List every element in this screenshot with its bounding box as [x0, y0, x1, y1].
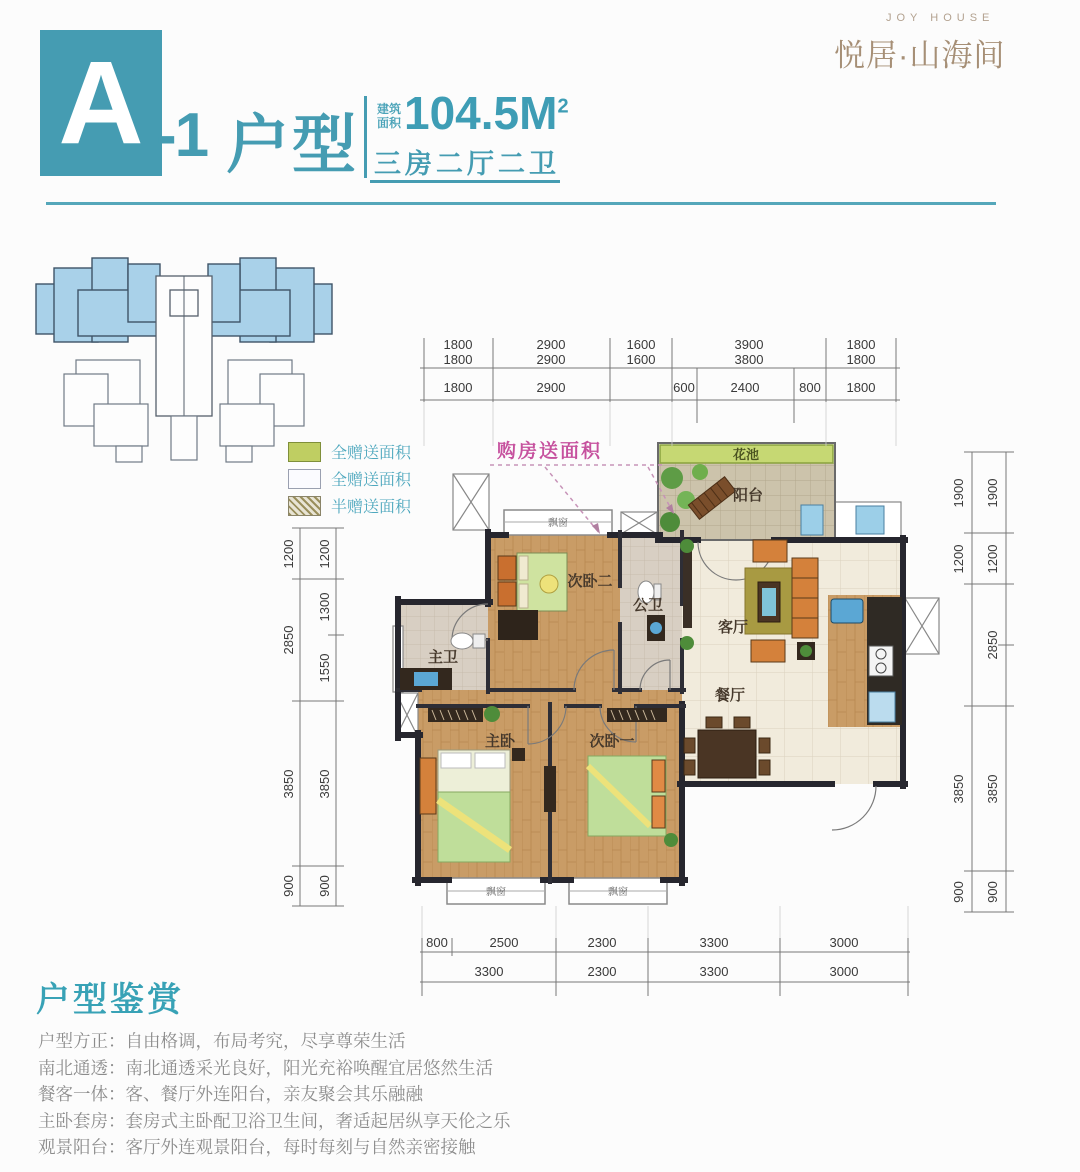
svg-text:2300: 2300 — [587, 935, 617, 950]
svg-text:2850: 2850 — [281, 625, 296, 655]
svg-text:3850: 3850 — [985, 774, 1000, 804]
feature-line: 主卧套房：套房式主卧配卫浴卫生间，奢适起居纵享天伦之乐 — [38, 1110, 511, 1131]
header-rule — [46, 202, 996, 205]
feature-line: 餐客一体：客、餐厅外连阳台，亲友聚会其乐融融 — [38, 1084, 423, 1104]
svg-text:3850: 3850 — [317, 769, 332, 799]
svg-text:2500: 2500 — [489, 935, 519, 950]
svg-text:1200: 1200 — [317, 539, 332, 569]
svg-text:3300: 3300 — [474, 964, 504, 979]
dim-lines-left — [292, 528, 344, 906]
svg-text:800: 800 — [799, 380, 821, 395]
room-label-flower-bed: 花池 — [732, 447, 760, 462]
features-title: 户型鉴赏 — [36, 981, 184, 1019]
svg-text:1800: 1800 — [443, 352, 473, 367]
svg-text:900: 900 — [985, 881, 1000, 903]
unit-suffix: -1 — [156, 101, 208, 170]
area-prefix-line2: 面积 — [377, 116, 402, 130]
header-divider — [364, 96, 367, 178]
area-prefix-line1: 建筑 — [377, 102, 402, 116]
room-label-master-bedroom: 主卧 — [484, 733, 516, 750]
svg-text:800: 800 — [426, 935, 448, 950]
svg-text:1200: 1200 — [281, 539, 296, 569]
legend-label: 全赠送面积 — [331, 445, 412, 462]
svg-text:1600: 1600 — [626, 337, 656, 352]
svg-text:1800: 1800 — [443, 337, 473, 352]
svg-text:1800: 1800 — [846, 352, 876, 367]
logo-cn: 悦居·山海间 — [834, 38, 1006, 73]
dim-lines-right — [964, 452, 1014, 912]
room-label-balcony: 阳台 — [732, 487, 764, 504]
bonus-area-callout: 购房送面积 — [497, 441, 603, 462]
svg-text:3900: 3900 — [734, 337, 764, 352]
logo-en: JOY HOUSE — [886, 12, 995, 24]
room-label-living: 客厅 — [717, 619, 749, 636]
bay-window-label: 飘窗 — [486, 887, 506, 898]
room-label-bedroom2: 次卧二 — [567, 573, 613, 590]
svg-text:1550: 1550 — [317, 653, 332, 683]
svg-text:2400: 2400 — [730, 380, 760, 395]
svg-text:1300: 1300 — [317, 592, 332, 622]
dim-numbers-top — [444, 337, 876, 395]
unit-letter-badge: A — [40, 30, 162, 176]
svg-text:1800: 1800 — [443, 380, 473, 395]
svg-text:1200: 1200 — [951, 544, 966, 574]
layout-underline — [370, 180, 560, 183]
washer-icon — [856, 506, 884, 534]
svg-text:3850: 3850 — [281, 769, 296, 799]
svg-text:3850: 3850 — [951, 774, 966, 804]
feature-line: 南北通透：南北通透采光良好，阳光充裕唤醒宜居悠然生活 — [38, 1057, 493, 1078]
features-list — [38, 1028, 511, 1161]
svg-text:1900: 1900 — [951, 478, 966, 508]
unit-type-label: 户型 — [226, 109, 358, 181]
room-label-dining: 餐厅 — [714, 687, 746, 704]
svg-text:1900: 1900 — [985, 478, 1000, 508]
svg-text:1800: 1800 — [846, 380, 876, 395]
svg-text:600: 600 — [673, 380, 695, 395]
svg-text:1800: 1800 — [846, 337, 876, 352]
svg-text:2900: 2900 — [536, 337, 566, 352]
svg-text:2300: 2300 — [587, 964, 617, 979]
room-label-bedroom1: 次卧一 — [589, 733, 635, 750]
svg-text:1600: 1600 — [626, 352, 656, 367]
svg-text:1200: 1200 — [985, 544, 1000, 574]
legend-label: 全赠送面积 — [331, 472, 412, 489]
svg-text:2900: 2900 — [536, 380, 566, 395]
dim-lines-top — [420, 338, 900, 423]
bay-window-label: 飘窗 — [608, 887, 628, 898]
floor-plan — [270, 330, 1070, 1010]
svg-text:900: 900 — [317, 875, 332, 897]
svg-text:2850: 2850 — [985, 630, 1000, 660]
dim-numbers-left — [281, 540, 332, 897]
legend-label: 半赠送面积 — [331, 499, 412, 516]
svg-text:3300: 3300 — [699, 935, 729, 950]
svg-text:3800: 3800 — [734, 352, 764, 367]
area-number: 104.5M — [404, 87, 558, 139]
svg-text:3000: 3000 — [829, 964, 859, 979]
layout-description: 三房二厅二卫 — [374, 149, 560, 179]
area-sup: 2 — [557, 95, 569, 118]
feature-line: 户型方正：自由格调，布局考究，尽享尊荣生活 — [38, 1031, 406, 1051]
svg-text:900: 900 — [951, 881, 966, 903]
svg-text:3000: 3000 — [829, 935, 859, 950]
svg-text:2900: 2900 — [536, 352, 566, 367]
dim-numbers-bottom — [426, 935, 858, 979]
area-prefix — [377, 102, 401, 130]
svg-text:3300: 3300 — [699, 964, 729, 979]
balcony-appliance-icon — [801, 505, 823, 535]
bay-window-label: 飘窗 — [548, 518, 568, 529]
svg-text:900: 900 — [281, 875, 296, 897]
area-value — [404, 86, 569, 140]
room-label-guest-bath: 公卫 — [632, 597, 664, 614]
room-label-master-bath: 主卫 — [427, 649, 459, 666]
feature-line: 观景阳台：客厅外连观景阳台，每时每刻与自然亲密接触 — [38, 1137, 476, 1157]
dim-numbers-right — [951, 479, 1000, 903]
